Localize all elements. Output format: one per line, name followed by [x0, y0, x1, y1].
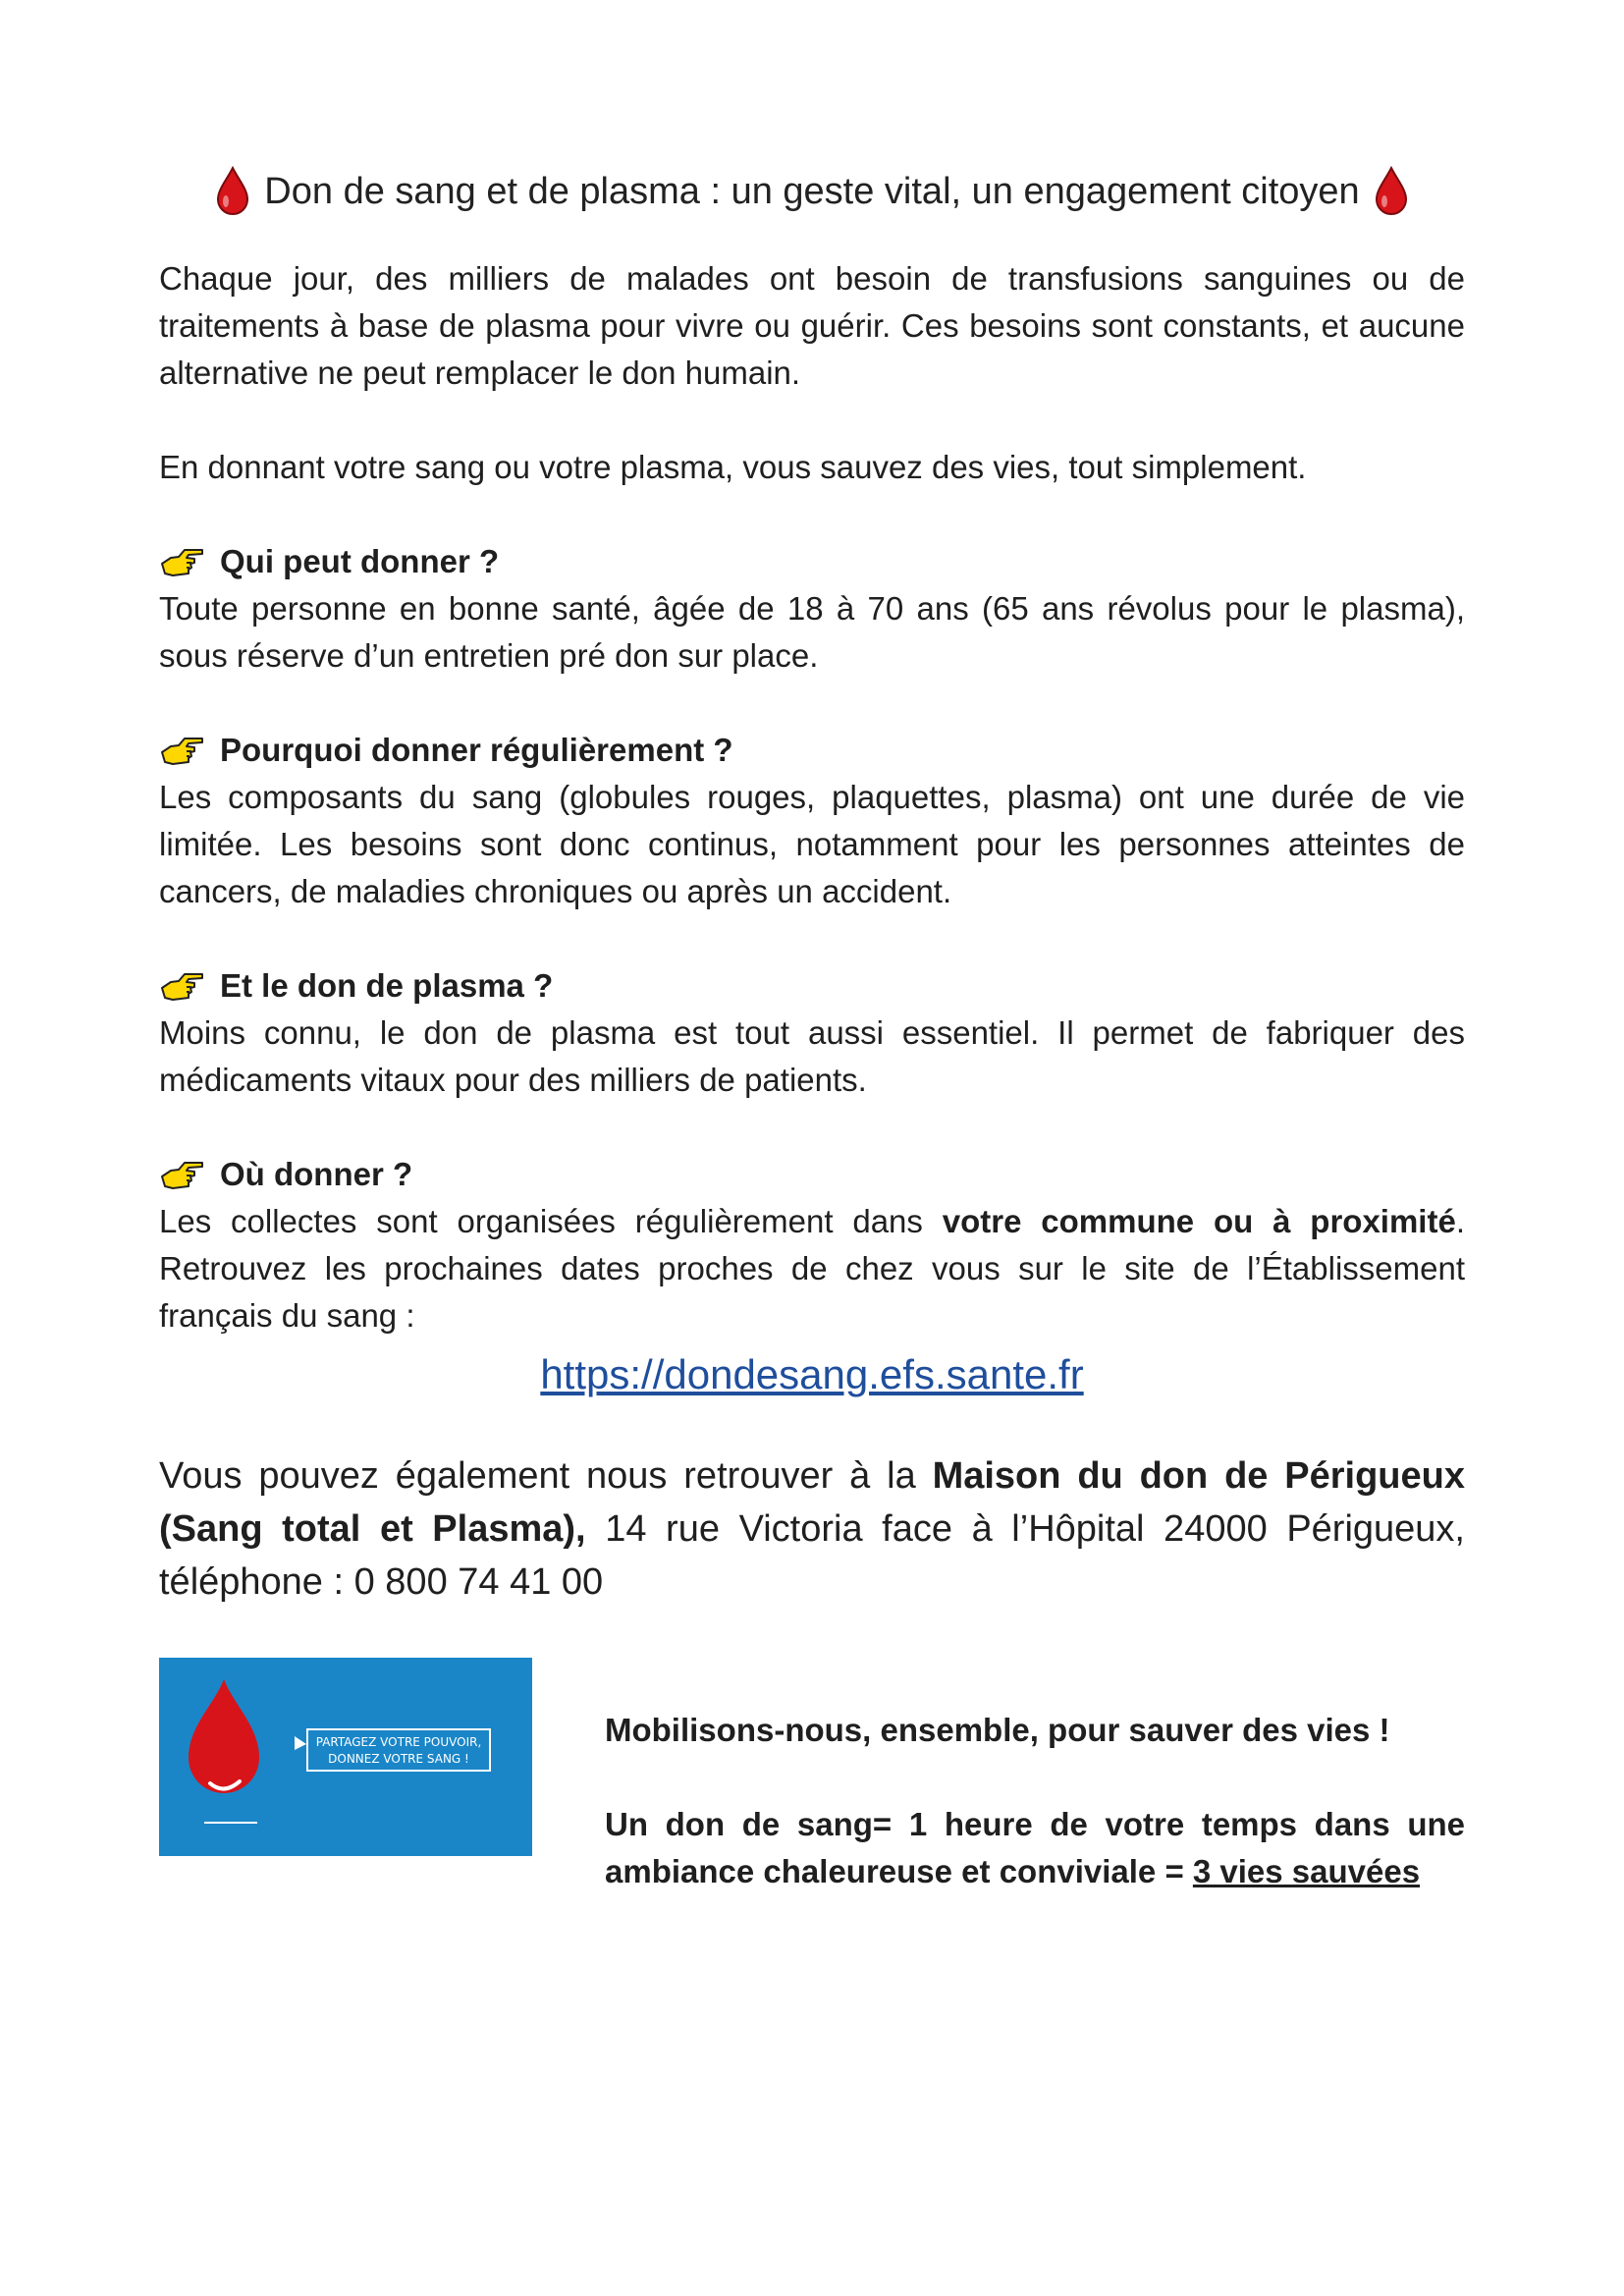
section-heading: Pourquoi donner régulièrement ?: [220, 732, 733, 768]
document-page: [159, 147, 1465, 1895]
closing-line-1: Mobilisons-nous, ensemble, pour sauver des vies !: [605, 1712, 1390, 1748]
intro-statement: En donnant votre sang ou votre plasma, vous sauvez des vies, tout simplement.: [159, 449, 1307, 485]
section-heading: Et le don de plasma ?: [220, 967, 554, 1004]
title-text: Don de sang et de plasma : un geste vital, un engagement citoyen: [264, 170, 1360, 212]
banner-slogan: PARTAGEZ VOTRE POUVOIR, DONNEZ VOTRE SANG !: [306, 1728, 491, 1772]
section-plasma: [159, 962, 1465, 1104]
section-text: Les collectes sont organisées régulièrement dans votre commune ou à proximité. Retrouvez les prochaines dates proches de chez vous sur le site de l’Établissement français du sang :: [159, 1203, 1465, 1334]
section-text: Toute personne en bonne santé, âgée de 18 à 70 ans (65 ans révolus pour le plasma), sous réserve d’un entretien pré don sur place.: [159, 590, 1465, 674]
highlight-text: votre commune ou à proximité: [942, 1203, 1456, 1239]
closing-message: [605, 1658, 1465, 1895]
pointing-hand-icon: [159, 733, 206, 768]
section-heading: Qui peut donner ?: [220, 543, 500, 579]
lives-saved-text: 3 vies sauvées: [1192, 1853, 1421, 1889]
section-why: [159, 727, 1465, 915]
section-text: Moins connu, le don de plasma est tout aussi essentiel. Il permet de fabriquer des médicaments vitaux pour des milliers de patients.: [159, 1014, 1465, 1098]
section-text: Les composants du sang (globules rouges, plaquettes, plasma) ont une durée de vie limitée. Les besoins sont donc continus, notamment pour les personnes atteintes de cancers, de maladies chroniques ou après un accident.: [159, 779, 1465, 909]
section-where: [159, 1151, 1465, 1404]
pointing-hand-icon: [159, 968, 206, 1004]
efs-campaign-banner: [159, 1658, 532, 1856]
maison-name: Maison du don de Périgueux (Sang total et Plasma),: [159, 1455, 1465, 1550]
pointing-hand-icon: [159, 544, 206, 579]
section-heading: Où donner ?: [220, 1156, 413, 1192]
efs-website-link[interactable]: https://dondesang.efs.sante.fr: [540, 1351, 1084, 1397]
maison-du-don-paragraph: Vous pouvez également nous retrouver à la Maison du don de Périgueux (Sang total et Plasma), 14 rue Victoria face à l’Hôpital 24000 Périgueux, téléphone : 0 800 74 41 00: [159, 1455, 1465, 1603]
intro-paragraph: Chaque jour, des milliers de malades ont besoin de transfusions sanguines ou de traitements à base de plasma pour vivre ou guérir. Ces besoins sont constants, et aucune alternative ne peut remplacer le don humain.: [159, 260, 1465, 391]
blood-drop-icon: [215, 166, 250, 217]
closing-line-2: Un don de sang= 1 heure de votre temps dans une ambiance chaleureuse et conviviale = 3 vies sauvées: [605, 1806, 1465, 1889]
document-title: [159, 147, 1465, 236]
section-who: [159, 538, 1465, 680]
pointing-hand-icon: [159, 1157, 206, 1192]
blood-drop-icon: [1374, 166, 1409, 217]
bottom-section: [159, 1658, 1465, 1895]
